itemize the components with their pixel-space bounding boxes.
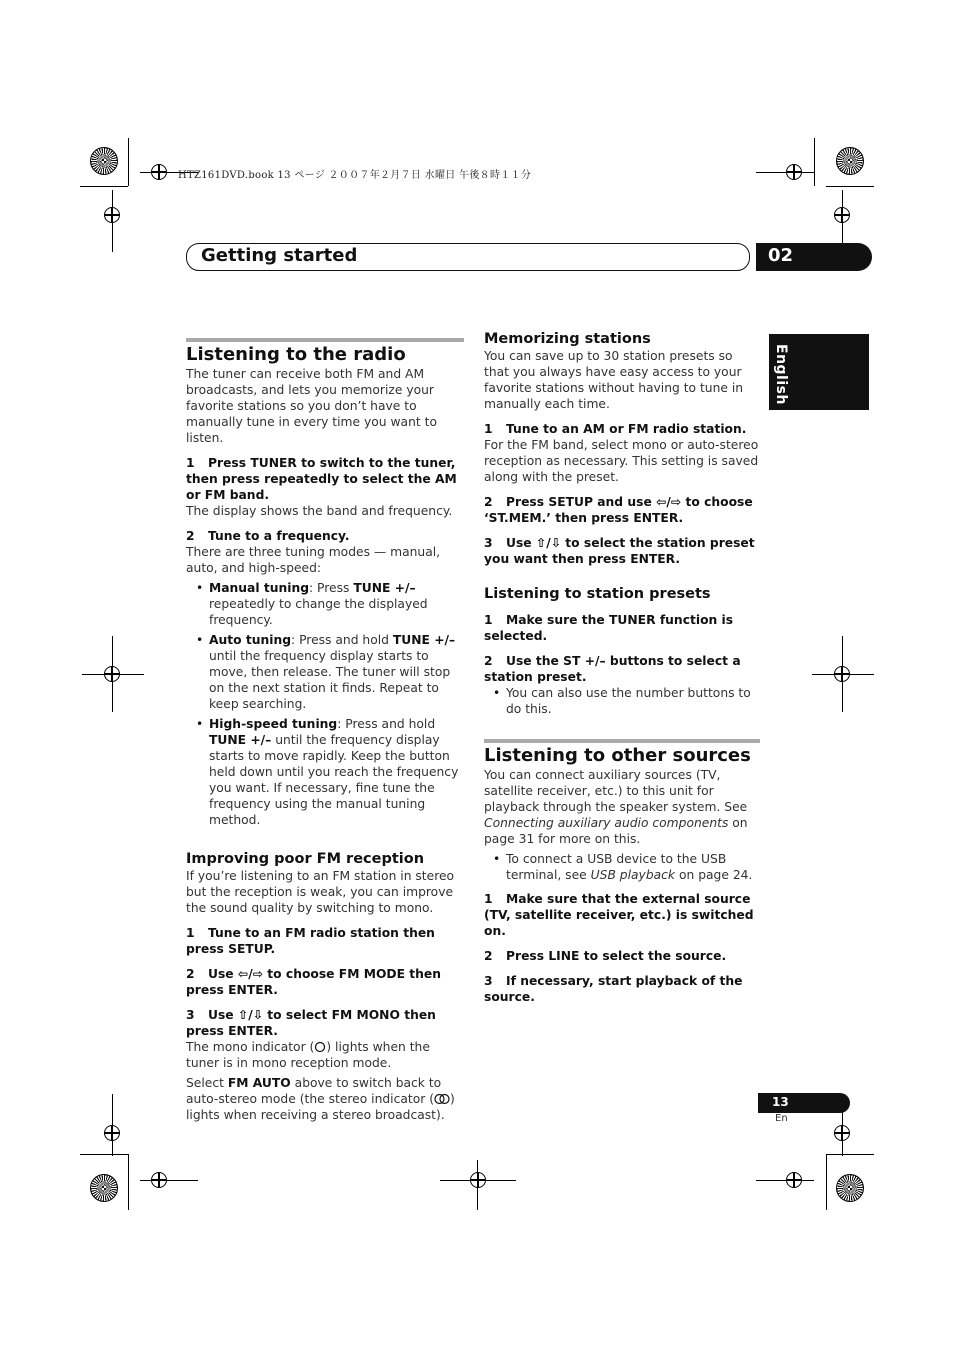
page-number-badge	[758, 1093, 850, 1113]
registration-mark-icon	[470, 1172, 486, 1188]
preset-step-2: 2 Use the ST +/– buttons to select a station preset.	[484, 654, 741, 684]
color-target-icon	[836, 1174, 864, 1202]
registration-mark-icon	[104, 666, 120, 682]
page-number: 13	[772, 1095, 789, 1109]
color-target-icon	[90, 147, 118, 175]
list-item: • High-speed tuning: Press and hold TUNE +/– until the frequency display starts to move rapidly. Keep the button held down until you reach the frequency you want. If necessary, fine tune the frequency using the manual tuning method.	[209, 716, 464, 828]
chapter-number: 02	[768, 245, 794, 266]
left-column	[186, 338, 464, 1123]
preset-step-1: 1 Make sure the TUNER function is selected.	[484, 613, 734, 643]
other-step-3: 3 If necessary, start playback of the source.	[484, 974, 743, 1004]
list-item: • Manual tuning: Press TUNE +/– repeatedly to change the displayed frequency.	[209, 580, 464, 628]
other-step-1: 1 Make sure that the external source (TV, satellite receiver, etc.) is switched on.	[484, 892, 754, 938]
registration-mark-icon	[151, 1172, 167, 1188]
registration-mark-icon	[834, 666, 850, 682]
stereo-indicator-icon	[434, 1093, 450, 1105]
fm-mono-note: The mono indicator ( ) lights when the tuner is in mono reception mode.	[186, 1040, 430, 1070]
registration-mark-icon	[104, 1125, 120, 1141]
chapter-number-badge	[756, 243, 872, 271]
file-header: HTZ161DVD.book 13 ページ ２００７年２月７日 水曜日 午後８時１１分	[178, 170, 532, 181]
tuning-modes-list	[186, 580, 464, 828]
fm-auto-note: Select FM AUTO above to switch back to auto-stereo mode (the stereo indicator ( ) lights when receiving a stereo broadcast).	[186, 1076, 455, 1122]
radio-heading: Listening to the radio	[186, 344, 406, 365]
radio-step-1: 1 Press TUNER to switch to the tuner, then press repeatedly to select the AM or FM band.	[186, 456, 457, 502]
presets-heading: Listening to station presets	[484, 586, 711, 602]
fm-step-2: 2 Use ⇦/⇨ to choose FM MODE then press ENTER.	[186, 967, 442, 997]
fm-step-3: 3 Use ⇧/⇩ to select FM MONO then press ENTER.	[186, 1008, 436, 1038]
language-label: English	[773, 344, 789, 405]
preset-notes	[484, 685, 760, 717]
mem-step-3: 3 Use ⇧/⇩ to select the station preset you want then press ENTER.	[484, 536, 755, 566]
mem-step-2: 2 Press SETUP and use ⇦/⇨ to choose ‘ST.MEM.’ then press ENTER.	[484, 495, 753, 525]
registration-mark-icon	[834, 1125, 850, 1141]
memorizing-heading: Memorizing stations	[484, 331, 651, 347]
radio-step-2-note: There are three tuning modes — manual, auto, and high-speed:	[186, 545, 441, 575]
memorizing-intro: You can save up to 30 station presets so that you always have easy access to your favorite stations without having to tune in manually each time.	[484, 349, 744, 411]
mem-step-1-note: For the FM band, select mono or auto-stereo reception as necessary. This setting is saved along with the preset.	[484, 438, 759, 484]
registration-mark-icon	[786, 164, 802, 180]
registration-mark-icon	[834, 207, 850, 223]
section-header	[186, 243, 750, 271]
color-target-icon	[90, 1174, 118, 1202]
fm-reception-heading: Improving poor FM reception	[186, 851, 425, 867]
mono-indicator-icon	[314, 1041, 326, 1053]
registration-mark-icon	[151, 164, 167, 180]
list-item: • You can also use the number buttons to do this.	[506, 685, 760, 717]
other-step-2: 2 Press LINE to select the source.	[484, 949, 727, 963]
mem-step-1: 1 Tune to an AM or FM radio station.	[484, 422, 747, 436]
right-column	[484, 330, 760, 1005]
list-item: • Auto tuning: Press and hold TUNE +/– until the frequency display starts to move, then release. The tuner will stop on the next station it finds. Repeat to keep searching.	[209, 632, 464, 712]
color-target-icon	[836, 147, 864, 175]
radio-step-1-note: The display shows the band and frequency.	[186, 504, 453, 518]
section-rule	[186, 338, 464, 342]
registration-mark-icon	[104, 207, 120, 223]
section-title: Getting started	[201, 245, 358, 266]
radio-intro: The tuner can receive both FM and AM broadcasts, and lets you memorize your favorite stations so you don’t have to manually tune in every time you want to listen.	[186, 367, 437, 445]
list-item: • To connect a USB device to the USB terminal, see USB playback on page 24.	[506, 851, 760, 883]
page-language: En	[775, 1113, 788, 1124]
fm-step-1: 1 Tune to an FM radio station then press SETUP.	[186, 926, 435, 956]
language-tab	[769, 334, 869, 410]
other-sources-intro: You can connect auxiliary sources (TV, satellite receiver, etc.) to this unit for playback through the speaker system. See Connecting auxiliary audio components on page 31 for more on this.	[484, 768, 748, 846]
fm-intro: If you’re listening to an FM station in stereo but the reception is weak, you can improve the sound quality by switching to mono.	[186, 869, 455, 915]
radio-step-2: 2 Tune to a frequency.	[186, 529, 350, 543]
other-sources-notes	[484, 851, 760, 883]
section-rule	[484, 739, 760, 743]
registration-mark-icon	[786, 1172, 802, 1188]
other-sources-heading: Listening to other sources	[484, 745, 751, 766]
